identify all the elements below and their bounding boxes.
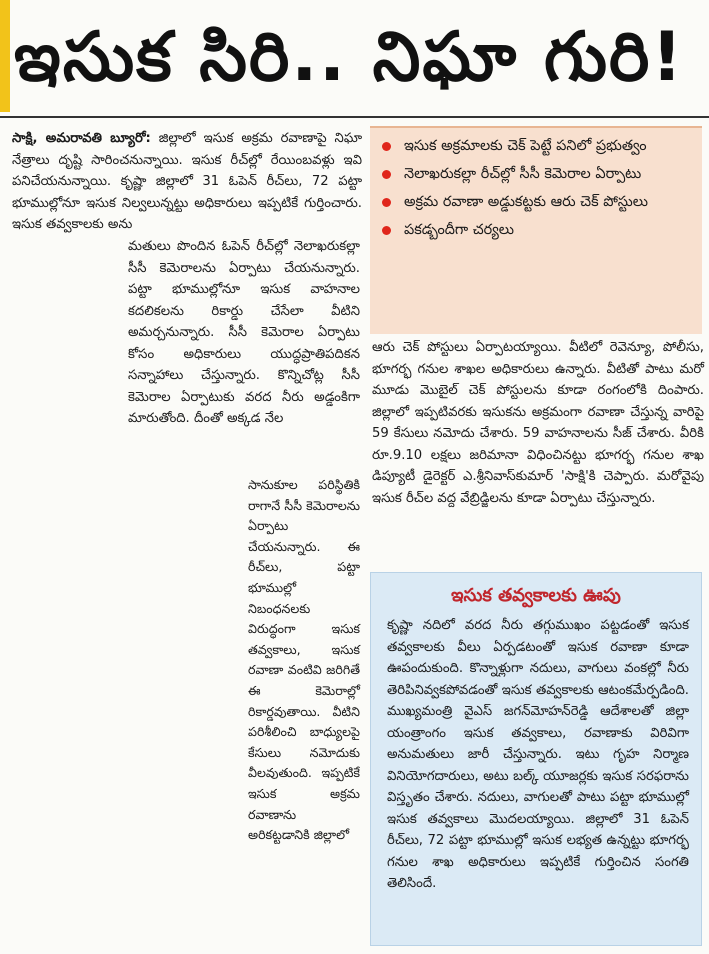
highlight-text: ఇసుక అక్రమాలకు చెక్ పెట్టే పనిలో ప్రభుత్వం (404, 138, 647, 154)
narrow-text: సానుకూల పరిస్థితికి రాగానే సీసీ కెమెరాలను ఏర్పాటు చేయనున్నారు. ఈ రీచ్‌లు, పట్టా భూముల్లో నిబంధనలకు విరుద్ధంగా ఇసుక తవ్వకాలు, ఇసుక రవాణా వంటివి జరిగితే ఈ కెమెరాల్లో రికార్డవుతాయి. వీటిని పరిశీలించి బాధ్యులపై కేసులు నమోదుకు వీలవుతుంది. ఇప్పటికే ఇసుక అక్రమ రవాణాను అరికట్టడానికి జిల్లాలో (248, 477, 360, 843)
highlight-item (382, 164, 692, 185)
body-column-middle (128, 236, 360, 430)
sidebar-body (387, 615, 689, 895)
sidebar-box (370, 572, 702, 946)
highlight-item (382, 192, 692, 213)
highlight-text: అక్రమ రవాణా అడ్డుకట్టకు ఆరు చెక్ పోస్టులు (404, 194, 648, 210)
highlight-item (382, 220, 692, 241)
sidebar-title: ఇసుక తవ్వకాలకు ఊపు (451, 585, 621, 606)
bullet-icon (382, 198, 391, 207)
body-column-narrow (248, 475, 360, 846)
highlight-item (382, 136, 692, 157)
lead-text: జిల్లాలో ఇసుక అక్రమ రవాణాపై నిఘా నేత్రాలు దృష్టి సారించనున్నాయి. ఇసుక రీచ్‌ల్లో రేయింబవళ్లు ఇవి పనిచేయనున్నాయి. కృష్ణా జిల్లాలో 31 ఓపెన్ రీచ్‌లు, 72 పట్టా భూముల్లోనూ ఇసుక నిల్వలున్నట్టు అధికారులు ఇప్పటికే గుర్తించారు. ఇసుక తవ్వకాలకు అను (12, 131, 363, 232)
bullet-icon (382, 142, 391, 151)
headline-accent-bar (0, 0, 10, 112)
body-column-right (372, 337, 704, 509)
right-text: ఆరు చెక్ పోస్టులు ఏర్పాటయ్యాయి. వీటిలో రెవెన్యూ, పోలీసు, భూగర్భ గనుల శాఖల అధికారులు ఉన్నారు. వీటితో పాటు మరో మూడు మొబైల్ చెక్ పోస్టులను కూడా రంగంలోకి దింపారు. జిల్లాలో ఇప్పటివరకు ఇసుకను అక్రమంగా రవాణా చేస్తున్న వారిపై 59 కేసులు నమోదు చేశారు. 59 వాహనాలను సీజ్ చేశారు. వీరికి రూ.9.10 లక్షలు జరిమానా విధించినట్టు భూగర్భ గనుల శాఖ డిప్యూటీ డైరెక్టర్ ఎ.శ్రీనివాస్‌కుమార్ 'సాక్షి'కి చెప్పారు. మరోవైపు ఇసుక రీచ్‌ల వద్ద వేబ్రిడ్జిలను కూడా ఏర్పాటు చేస్తున్నారు. (372, 340, 704, 506)
headline-rule (0, 116, 709, 118)
highlight-text: నెలాఖరుకల్లా రీచ్‌ల్లో సీసీ కెమెరాల ఏర్పాటు (404, 166, 642, 182)
middle-text: మతులు పొందిన ఓపెన్ రీచ్‌ల్లో నెలాఖరుకల్లా సీసీ కెమెరాలను ఏర్పాటు చేయనున్నారు. పట్టా భూముల్లోనూ ఇసుక వాహనాల కదలికలను రికార్డు చేసేలా వీటిని అమర్చనున్నారు. సీసీ కెమెరాల ఏర్పాటు కోసం అధికారులు యుద్ధప్రాతిపదికన సన్నాహాలు చేస్తున్నారు. కొన్నిచోట్ల సీసీ కెమెరాల ఏర్పాటుకు వరద నీరు అడ్డంకిగా మారుతోంది. దీంతో అక్కడ నేల (128, 239, 360, 426)
headline: ఇసుక సిరి.. నిఘా గురి! (14, 18, 685, 97)
bullet-icon (382, 226, 391, 235)
lead-paragraph (12, 128, 362, 236)
dateline: సాక్షి, అమరావతి బ్యూరో: (12, 131, 151, 146)
bullet-icon (382, 170, 391, 179)
highlights-box (370, 126, 702, 334)
highlight-text: పకడ్బందీగా చర్యలు (404, 222, 514, 238)
sidebar-text: కృష్ణా నదిలో వరద నీరు తగ్గుముఖం పట్టడంతో ఇసుక తవ్వకాలకు వీలు ఏర్పడటంతో ఇసుక రవాణా కూడా ఊపందుకుంది. కొన్నాళ్లుగా నదులు, వాగులు వంకల్లో నీరు తెరిపినివ్వకపోవడంతో ఇసుక తవ్వకాలకు ఆటంకమేర్పడింది. ముఖ్యమంత్రి వైఎస్ జగన్‌మోహన్‌రెడ్డి ఆదేశాలతో జిల్లా యంత్రాంగం ఇసుక తవ్వకాలు, రవాణాకు విరివిగా అనుమతులు జారీ చేస్తున్నారు. ఇటు గృహ నిర్మాణ వినియోగదారులు, అటు బల్క్ యూజర్లకు ఇసుక సరఫరాను విస్తృతం చేశారు. నదులు, వాగులతో పాటు పట్టా భూముల్లో ఇసుక తవ్వకాలు మొదలయ్యాయి. జిల్లాలో 31 ఓపెన్ రీచ్‌లు, 72 పట్టా భూముల్లో ఇసుక లభ్యత ఉన్నట్టు భూగర్భ గనుల శాఖ అధికారులు ఇప్పటికే గుర్తించిన సంగతి తెలిసిందే. (387, 618, 689, 891)
